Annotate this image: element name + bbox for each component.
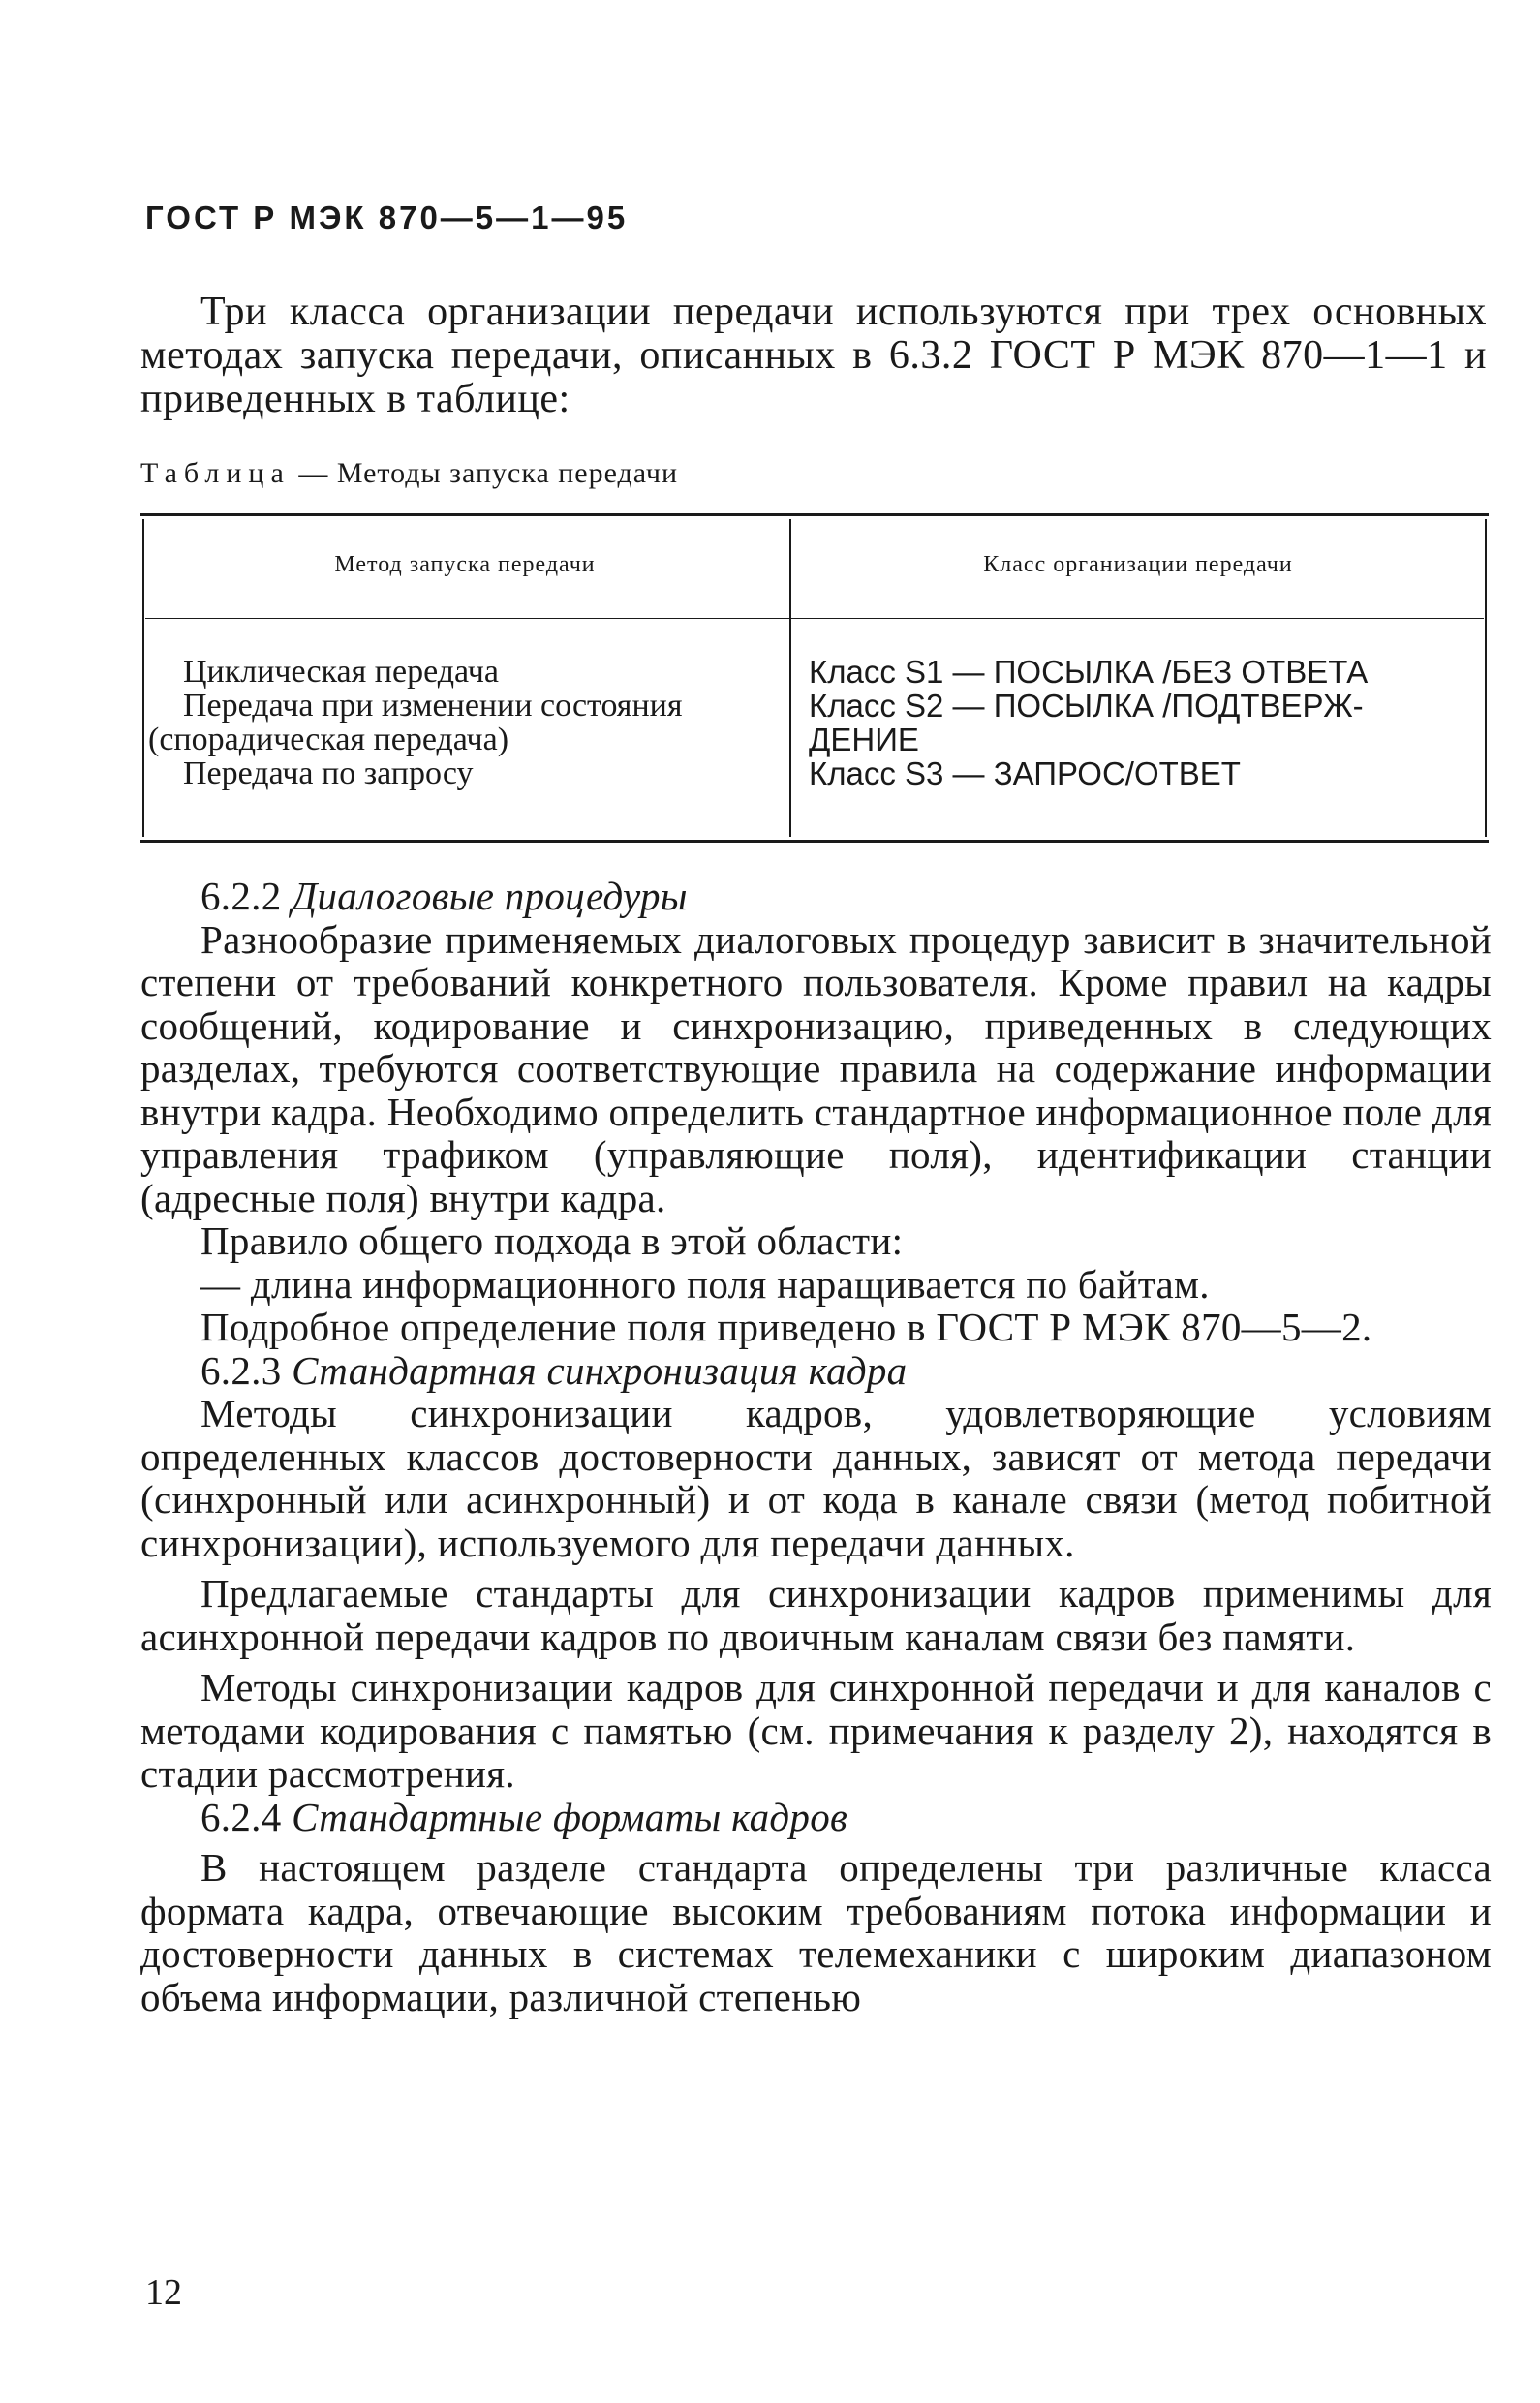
table-caption [140,457,678,490]
table-header-method: Метод запуска передачи [334,552,596,577]
table-header-class: Класс организации передачи [983,552,1293,577]
paragraph: Методы синхронизации кадров, удовлетворяющие условиям определенных классов достоверности данных, зависят от метода передачи (синхронный или асинхронный) и от кода в канале связи (метод побитной синхронизации), используемого для передачи данных. [140,1391,1492,1565]
table-left-border [142,519,144,837]
section-title: Диалоговые процедуры [292,874,688,918]
section-heading-6-2-2 [140,875,1492,918]
table-method-line: Циклическая передача [183,654,499,690]
table-method-line: Передача при изменении состояния [183,688,683,724]
paragraph: Подробное определение поля приведено в ГОСТ Р МЭК 870—5—2. [200,1305,1372,1349]
section-heading-6-2-4 [140,1796,1492,1839]
paragraph: — длина информационного поля наращивается по байтам. [200,1261,1210,1307]
intro-text: Три класса организации передачи используются при трех основных методах запуска передачи, описанных в 6.3.2 ГОСТ Р МЭК 870—1—1 и приведенных в таблице: [140,290,1487,421]
table-cell-methods [148,654,880,791]
paragraph: Предлагаемые стандарты для синхронизации кадров применимы для асинхронной передачи кадров по двоичным каналам связи без памяти. [140,1571,1492,1659]
section-heading-6-2-3 [140,1349,1492,1393]
document-body [140,875,1492,2018]
table-class-line: ДЕНИЕ [809,722,919,757]
paragraph: Правило общего подхода в этой области: [200,1218,904,1263]
table-caption-label: Таблица [140,457,291,489]
paragraph: В настоящем разделе стандарта определены три различные класса формата кадра, отвечающие высоким требованиям потока информации и достоверности данных в системах телемеханики с широким диапазоном объема информации, различной степенью [140,1845,1492,2019]
table-bottom-rule [140,840,1489,843]
paragraph: Разнообразие применяемых диалоговых процедур зависит в значительной степени от требований конкретного пользователя. Кроме правил на кадры сообщений, кодирование и синхронизацию, приведенных в следующих разделах, требуются соответствующие правила на содержание информации внутри кадра. Необходимо определить стандартное информационное поле для управления трафиком (управляющие поля), идентификации станции (адресные поля) внутри кадра. [140,916,1492,1220]
document-header: ГОСТ Р МЭК 870—5—1—95 [145,200,629,235]
table-cell-classes [809,655,1487,790]
paragraph: Методы синхронизации кадров для синхронной передачи и для каналов с методами кодирования с памятью (см. примечания к разделу 2), находятся в стадии рассмотрения. [140,1665,1492,1796]
table-class-line: Класс S2 — ПОСЫЛКА /ПОДТВЕРЖ- [809,688,1364,724]
table-method-line: Передача по запросу [183,755,474,791]
section-title: Стандартная синхронизация кадра [292,1347,908,1393]
table-method-line: (спорадическая передача) [148,722,509,757]
section-number: 6.2.2 [200,874,282,918]
table-top-rule [140,513,1489,516]
table-header-rule [145,618,1484,619]
table-class-line: Класс S3 — ЗАПРОС/ОТВЕТ [809,755,1241,791]
section-title: Стандартные форматы кадров [292,1794,848,1839]
section-number: 6.2.4 [200,1794,282,1839]
table-class-line: Класс S1 — ПОСЫЛКА /БЕЗ ОТВЕТА [809,654,1369,690]
table-caption-title: — Методы запуска передачи [290,457,679,489]
methods-table [140,513,1489,843]
section-number: 6.2.3 [200,1347,282,1393]
intro-paragraph [140,291,1487,421]
page-number: 12 [145,2272,182,2313]
